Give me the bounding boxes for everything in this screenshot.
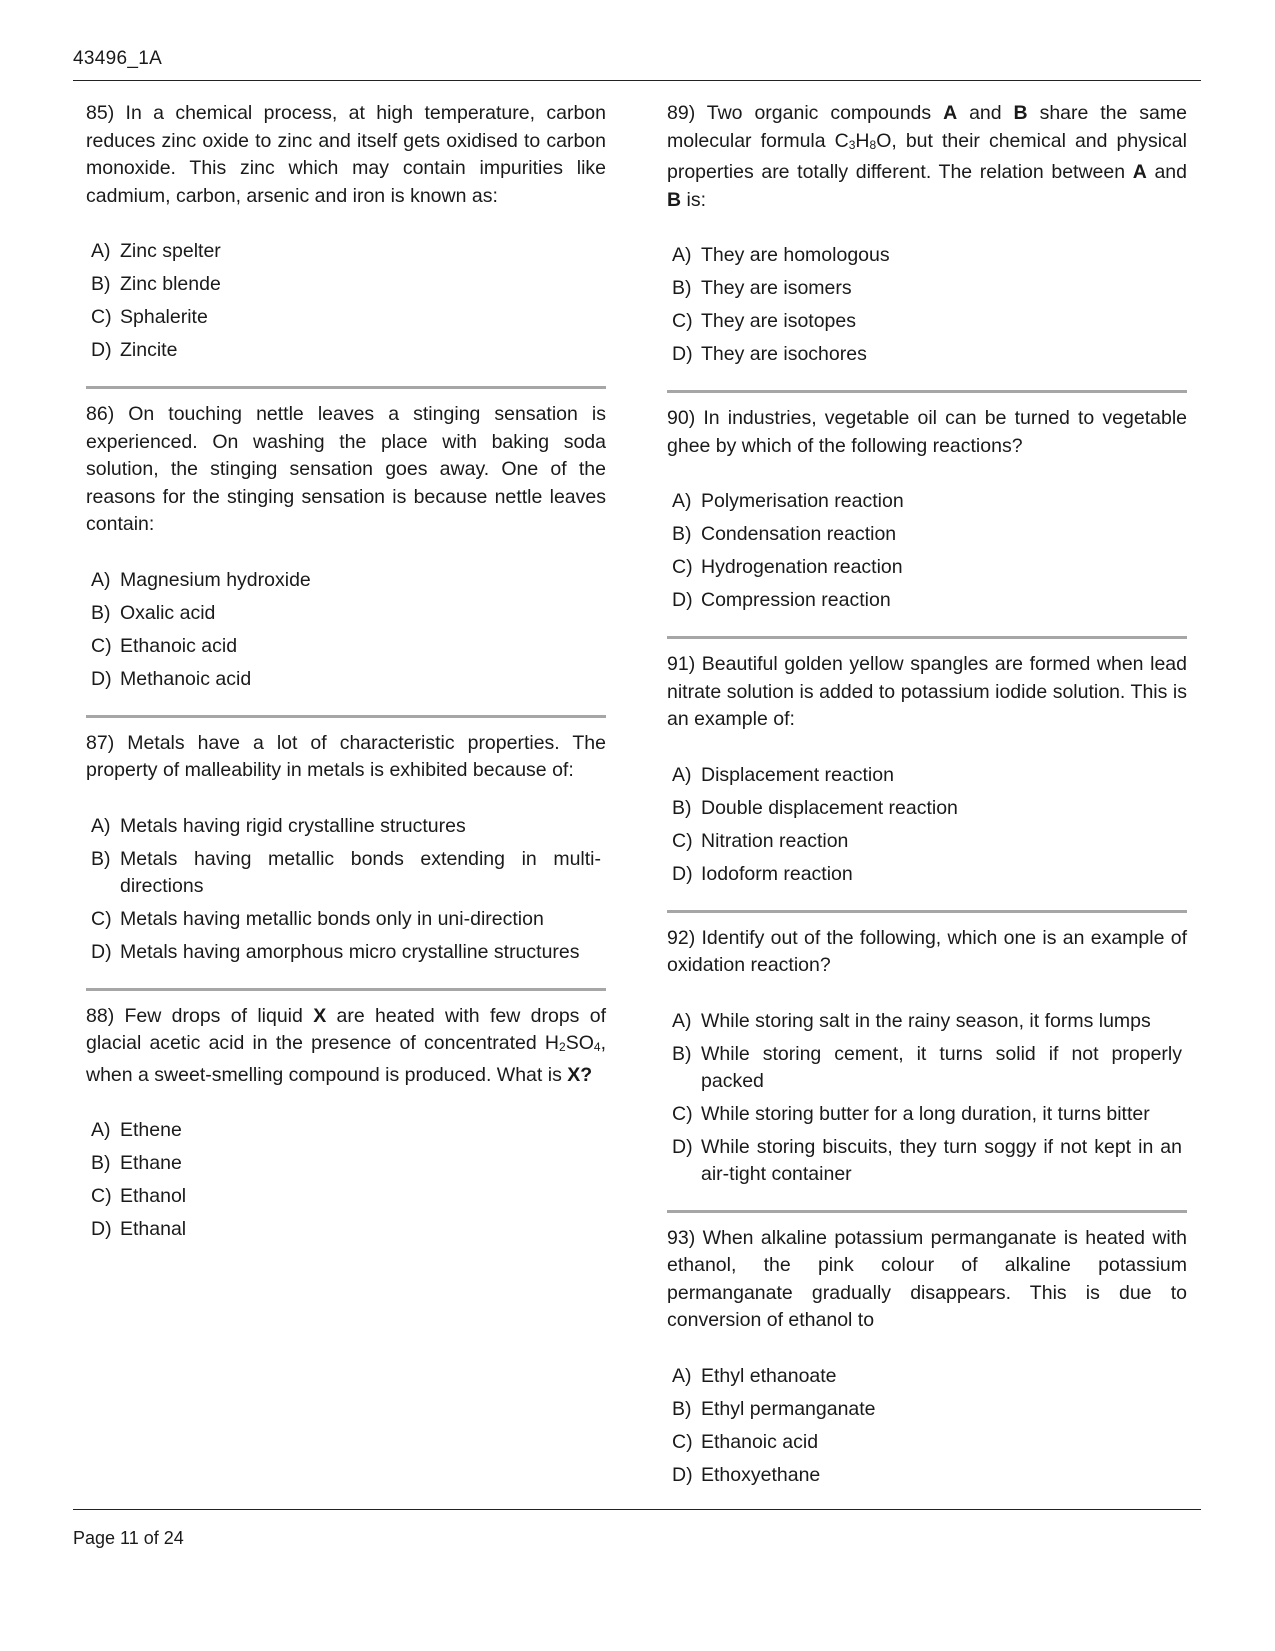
variable-x: X? [567,1063,593,1086]
question-stem: 87) Metals have a lot of characteristic properties. The property of malleability in metals is exhibited because of: [86,731,606,781]
option-label: B) [91,273,111,295]
option-text: While storing salt in the rainy season, it forms lumps [701,1009,1151,1032]
option-d[interactable] [672,341,1187,368]
subscript: 4 [593,1040,601,1054]
option-text: While storing biscuits, they turn soggy if not kept in an air-tight container [701,1135,1182,1185]
option-text: They are homologous [701,244,890,266]
option-text: While storing cement, it turns solid if not properly packed [701,1042,1182,1092]
subscript: 8 [869,137,877,152]
option-label: B) [672,796,692,819]
option-label: A) [672,763,692,786]
option-c[interactable] [672,1429,1187,1456]
stem-text: 89) Two organic compounds [667,102,944,124]
option-c[interactable] [672,308,1187,335]
option-label: B) [91,601,111,624]
option-label: B) [672,523,692,545]
option-c[interactable] [672,828,1187,855]
option-text: They are isochores [701,343,867,365]
stem-text: SO [565,1032,594,1054]
compound-b: B [1013,102,1028,124]
stem-text: are heated with few drops of glacial acetic acid in the presence of concentrated H [86,1004,606,1054]
question-stem [86,1003,606,1090]
option-text: Zincite [120,339,178,361]
option-text: Magnesium hydroxide [120,568,311,591]
option-d[interactable] [91,337,606,364]
question-stem: 93) When alkaline potassium permanganate is heated with ethanol, the pink colour of alkaline potassium permanganate gradually disappears. This is due to conversion of ethanol to [667,1226,1187,1331]
option-text: Displacement reaction [701,763,894,786]
stem-text: is: [681,188,707,211]
question-stem: 86) On touching nettle leaves a stinging sensation is experienced. On washing the place with baking soda solution, the stinging sensation goes away. One of the reasons for the stinging sensation is because nettle leaves contain: [86,403,606,535]
option-label: D) [672,343,693,365]
option-text: Methanoic acid [120,667,252,690]
option-list [86,813,606,966]
question-stem: 91) Beautiful golden yellow spangles are formed when lead nitrate solution is added to potassium iodide solution. This is an example of: [667,653,1187,730]
option-label: D) [672,862,693,885]
option-c[interactable] [672,554,1187,581]
option-b[interactable] [672,795,1187,822]
option-c[interactable] [91,906,606,933]
option-label: A) [91,1119,111,1141]
stem-text: O, but their chemical and physical properties are totally different. The relation between [667,129,1187,183]
option-label: D) [91,667,112,690]
option-label: C) [91,1185,112,1207]
option-a[interactable] [672,762,1187,789]
question-stem: 85) In a chemical process, at high temperature, carbon reduces zinc oxide to zinc and itself gets oxidised to carbon monoxide. This zinc which may contain impurities like cadmium, carbon, arsenic and iron is known as: [86,102,606,207]
option-text: They are isomers [701,277,852,299]
option-list [86,567,606,693]
option-d[interactable] [672,587,1187,614]
question-87 [86,715,606,982]
option-text: Condensation reaction [701,523,897,545]
option-a[interactable] [91,567,606,594]
question-93 [667,1210,1187,1505]
option-label: D) [672,1463,693,1486]
option-label: C) [672,1430,693,1453]
option-text: Zinc blende [120,273,221,295]
page-footer [73,1509,1201,1549]
option-text: Ethyl ethanoate [701,1364,837,1387]
option-label: D) [91,940,112,963]
option-label: C) [672,1102,693,1125]
option-list [667,1363,1187,1489]
option-label: C) [91,306,112,328]
option-label: C) [672,556,693,578]
option-list [667,488,1187,614]
compound-a: A [943,102,958,124]
option-label: B) [672,277,692,299]
option-text: Sphalerite [120,306,208,328]
option-text: Hydrogenation reaction [701,556,903,578]
compound-b: B [667,188,682,211]
page-number: Page 11 of 24 [73,1528,184,1548]
document-code: 43496_1A [73,48,163,69]
option-text: Ethanal [120,1218,187,1240]
option-text: Polymerisation reaction [701,490,904,512]
option-c[interactable] [91,304,606,331]
option-text: Double displacement reaction [701,796,958,819]
option-text: Ethanol [120,1185,187,1207]
question-91 [667,636,1187,904]
option-label: A) [672,244,692,266]
option-b[interactable] [91,846,606,900]
question-88 [86,988,606,1260]
option-text: Oxalic acid [120,601,216,624]
option-label: B) [672,1042,692,1065]
option-a[interactable] [672,1363,1187,1390]
stem-text: H [855,129,870,152]
question-86 [86,386,606,709]
option-text: Compression reaction [701,589,891,611]
option-d[interactable] [91,666,606,693]
option-list [86,1117,606,1243]
option-c[interactable] [672,1101,1187,1128]
option-b[interactable] [672,1396,1187,1423]
stem-text: and [1146,161,1187,183]
option-text: Metals having amorphous micro crystalline structures [120,940,580,963]
option-label: C) [672,829,693,852]
option-text: Ethyl permanganate [701,1397,876,1420]
option-label: C) [91,907,112,930]
option-label: A) [91,240,111,262]
option-label: B) [672,1397,692,1420]
option-label: C) [91,634,112,657]
option-label: B) [91,847,111,870]
option-b[interactable] [91,1150,606,1177]
question-stem: 90) In industries, vegetable oil can be turned to vegetable ghee by which of the following reactions? [667,407,1187,457]
option-label: A) [672,1364,692,1387]
option-c[interactable] [91,633,606,660]
option-text: Iodoform reaction [701,862,853,885]
option-label: D) [672,1135,693,1158]
question-stem [667,100,1187,214]
question-89 [667,100,1187,384]
option-b[interactable] [672,521,1187,548]
variable-x: X [313,1004,327,1027]
option-text: Metals having metallic bonds extending in multi-directions [120,847,601,897]
option-list [667,762,1187,888]
option-d[interactable] [672,1462,1187,1489]
question-85 [86,100,606,380]
compound-a: A [1132,161,1147,183]
option-label: C) [672,310,693,332]
option-text: Zinc spelter [120,240,221,262]
option-label: A) [672,490,692,512]
option-label: D) [91,1218,112,1240]
option-text: Metals having rigid crystalline structures [120,814,466,837]
page-header [73,48,1201,81]
option-label: A) [91,814,111,837]
stem-text: and [957,102,1014,124]
option-label: D) [91,339,112,361]
option-list [667,242,1187,368]
option-a[interactable] [672,1008,1187,1035]
option-label: A) [91,568,111,591]
left-column [86,100,606,1259]
option-b[interactable] [672,1041,1187,1095]
option-a[interactable] [91,238,606,265]
option-text: Ethanoic acid [120,634,238,657]
option-d[interactable] [91,939,606,966]
subscript: 2 [559,1040,566,1054]
stem-text: , when a sweet-smelling compound is produced. What is [86,1032,606,1086]
option-label: B) [91,1152,111,1174]
option-a[interactable] [91,1117,606,1144]
option-list [667,1008,1187,1188]
question-92 [667,910,1187,1204]
option-text: Ethene [120,1119,182,1141]
stem-text: share the same molecular formula C [667,102,1187,152]
option-d[interactable] [91,1216,606,1243]
option-b[interactable] [91,271,606,298]
question-stem: 92) Identify out of the following, which one is an example of oxidation reaction? [667,926,1187,976]
option-text: Metals having metallic bonds only in uni-direction [120,907,544,930]
option-b[interactable] [91,600,606,627]
option-d[interactable] [672,861,1187,888]
option-label: A) [672,1009,692,1032]
option-list [86,238,606,364]
subscript: 3 [848,137,856,152]
option-d[interactable] [672,1134,1187,1188]
option-label: D) [672,589,693,611]
option-c[interactable] [91,1183,606,1210]
option-text: Ethanoic acid [701,1430,819,1453]
stem-text: 88) Few drops of liquid [86,1004,314,1027]
option-text: Ethoxyethane [701,1463,821,1486]
option-a[interactable] [91,813,606,840]
option-text: Nitration reaction [701,829,849,852]
question-90 [667,390,1187,630]
option-text: Ethane [120,1152,182,1174]
option-a[interactable] [672,488,1187,515]
right-column [667,100,1187,1505]
option-a[interactable] [672,242,1187,269]
option-b[interactable] [672,275,1187,302]
option-text: They are isotopes [701,310,857,332]
option-text: While storing butter for a long duration, it turns bitter [701,1102,1150,1125]
